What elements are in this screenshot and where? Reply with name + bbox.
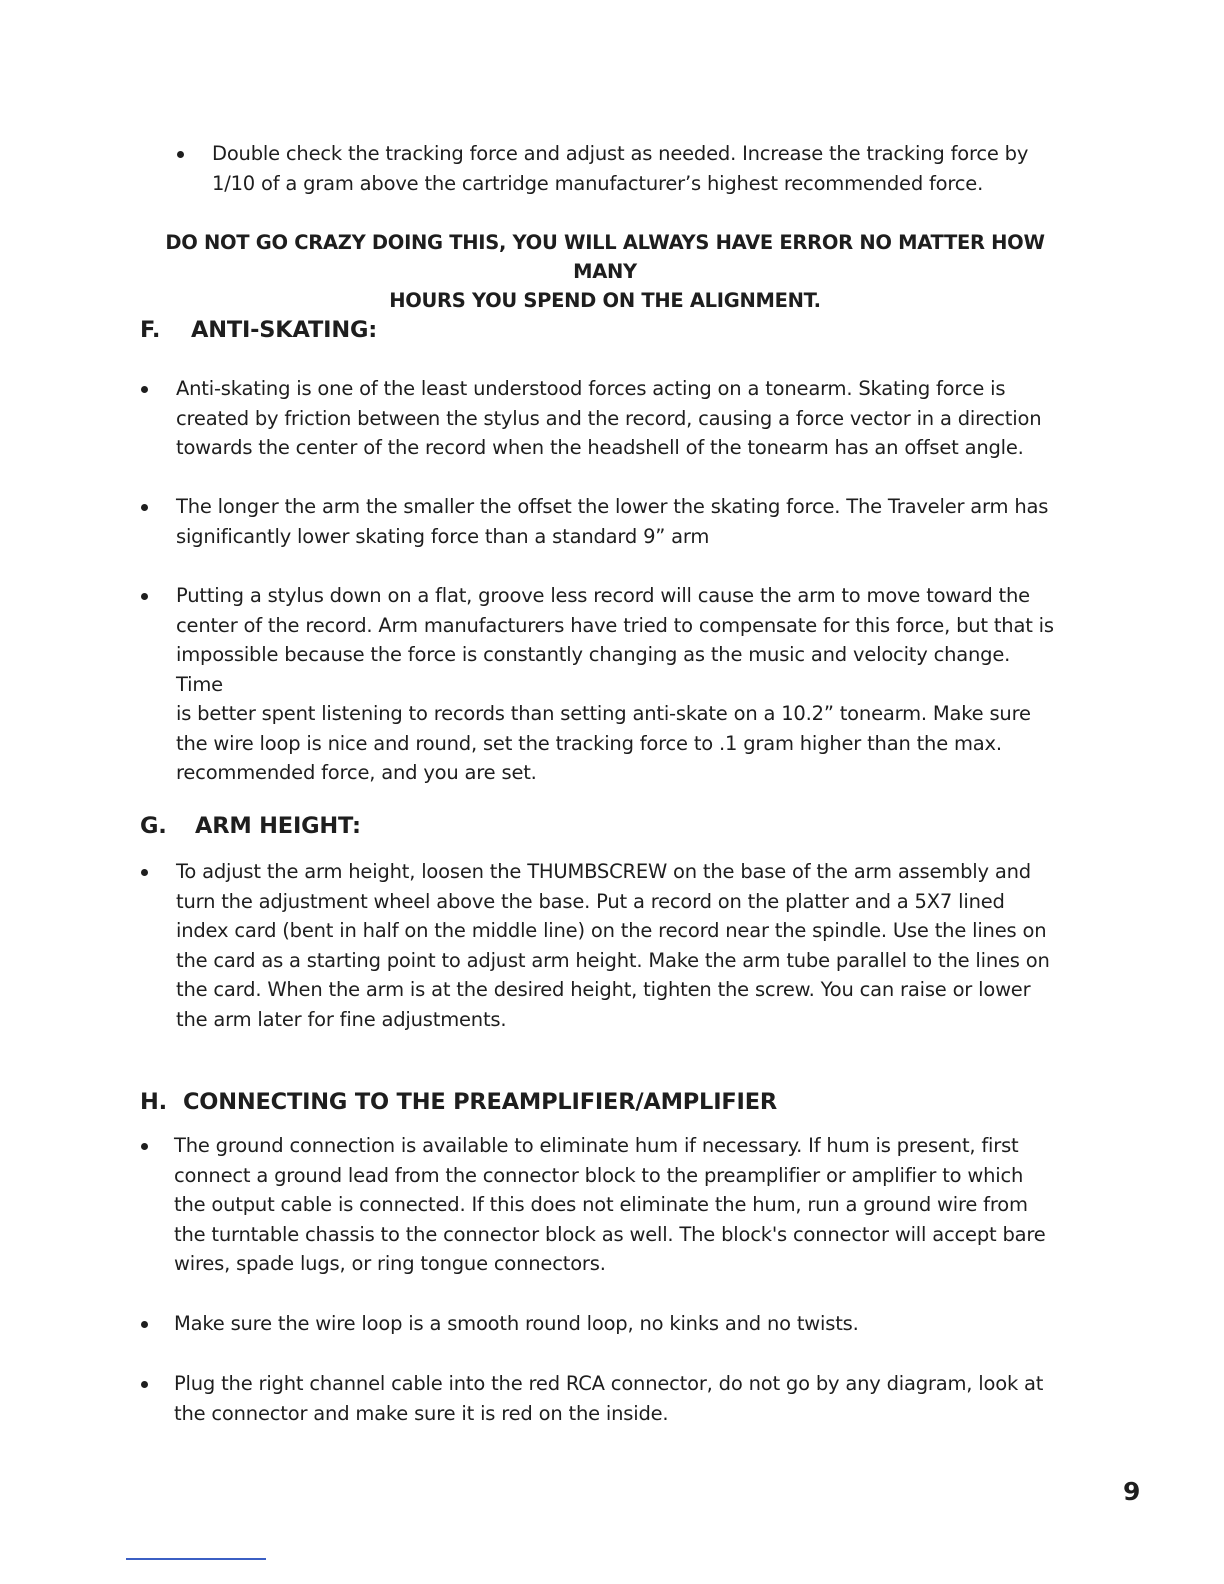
section-f-letter: F. bbox=[140, 317, 161, 343]
warning-line-1: DO NOT GO CRAZY DOING THIS, YOU WILL ALWAYS HAVE ERROR NO MATTER HOW MANY bbox=[165, 231, 1045, 283]
bullet-dot-icon bbox=[141, 504, 148, 511]
list-item bbox=[141, 1131, 1071, 1279]
section-g-heading bbox=[140, 812, 361, 840]
list-item-text: Anti-skating is one of the least understood forces acting on a tonearm. Skating force is created by friction between the stylus and the record, causing a force vector in a direction towards the center of the record when the headshell of the tonearm has an offset angle. bbox=[176, 377, 1042, 459]
list-item bbox=[141, 374, 1061, 463]
list-item-text: Putting a stylus down on a flat, groove less record will cause the arm to move toward the center of the record. Arm manufacturers have tried to compensate for this force, but that is impossible because the force is constantly changing as the music and velocity change. Time is better spent listening to records than setting anti-skate on a 10.2” tonearm. Make sure the wire loop is nice and round, set the tracking force to .1 gram higher than the max. recommended force, and you are set. bbox=[176, 584, 1054, 784]
bullet-dot-icon bbox=[141, 1321, 148, 1328]
list-item bbox=[141, 1309, 1071, 1339]
list-item-text: The ground connection is available to eliminate hum if necessary. If hum is present, first connect a ground lead from the connector block to the preamplifier or amplifier to which the output cable is connected. If this does not eliminate the hum, run a ground wire from the turntable chassis to the connector block as well. The block's connector will accept bare wires, spade lugs, or ring tongue connectors. bbox=[174, 1134, 1046, 1275]
bullet-dot-icon bbox=[141, 1143, 148, 1150]
intro-bullet-text: Double check the tracking force and adjust as needed. Increase the tracking force by 1/10 of a gram above the cartridge manufacturer’s highest recommended force. bbox=[212, 142, 1029, 195]
bullet-dot-icon bbox=[141, 1381, 148, 1388]
list-item bbox=[141, 581, 1061, 788]
section-h-title: CONNECTING TO THE PREAMPLIFIER/AMPLIFIER bbox=[183, 1089, 778, 1115]
section-g-letter: G. bbox=[140, 813, 167, 839]
list-item bbox=[141, 857, 1061, 1034]
section-h-letter: H. bbox=[140, 1089, 167, 1115]
list-item-text: Plug the right channel cable into the red RCA connector, do not go by any diagram, look at the connector and make sure it is red on the inside. bbox=[174, 1372, 1044, 1425]
bullet-dot-icon bbox=[141, 386, 148, 393]
list-item-text: To adjust the arm height, loosen the THUMBSCREW on the base of the arm assembly and turn the adjustment wheel above the base. Put a record on the platter and a 5X7 lined index card (bent in half on the middle line) on the record near the spindle. Use the lines on the card as a starting point to adjust arm height. Make the arm tube parallel to the lines on the card. When the arm is at the desired height, tighten the screw. You can raise or lower the arm later for fine adjustments. bbox=[176, 860, 1050, 1031]
section-g-title: ARM HEIGHT: bbox=[195, 813, 361, 839]
bullet-dot-icon bbox=[177, 151, 184, 158]
section-f-title: ANTI-SKATING: bbox=[191, 317, 378, 343]
page-number: 9 bbox=[1123, 1477, 1141, 1506]
intro-bullet bbox=[177, 139, 1072, 198]
alignment-warning bbox=[150, 228, 1060, 315]
list-item bbox=[141, 1369, 1071, 1428]
bullet-dot-icon bbox=[141, 593, 148, 600]
warning-line-2: HOURS YOU SPEND ON THE ALIGNMENT. bbox=[389, 289, 821, 312]
list-item-text: The longer the arm the smaller the offset the lower the skating force. The Traveler arm has significantly lower skating force than a standard 9” arm bbox=[176, 495, 1049, 548]
bullet-dot-icon bbox=[141, 869, 148, 876]
section-f-heading bbox=[140, 316, 377, 344]
list-item bbox=[141, 492, 1061, 551]
footer-rule bbox=[126, 1558, 266, 1560]
list-item-text: Make sure the wire loop is a smooth round loop, no kinks and no twists. bbox=[174, 1312, 859, 1335]
section-h-heading bbox=[140, 1088, 777, 1116]
